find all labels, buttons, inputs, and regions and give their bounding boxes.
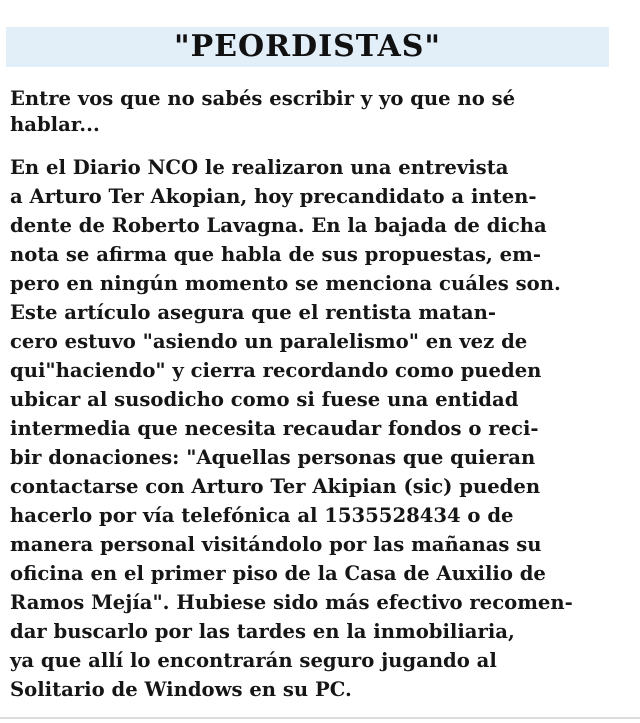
- body-line: cero estuvo "asiendo un paralelismo" en vez de: [10, 330, 528, 353]
- body-line: a Arturo Ter Akopian, hoy precandidato a inten-: [10, 185, 537, 208]
- body-line: hacerlo por vía telefónica al 1535528434 o de: [10, 504, 514, 527]
- article-title: "PEORDISTAS": [173, 29, 442, 64]
- body-line: Este artículo asegura que el rentista matan-: [10, 301, 496, 324]
- body-line: oficina en el primer piso de la Casa de Auxilio de: [10, 562, 546, 585]
- body-line: ya que allí lo encontrarán seguro jugando al: [10, 649, 497, 672]
- title-bar: [6, 27, 609, 67]
- body-line: intermedia que necesita recaudar fondos o reci-: [10, 417, 539, 440]
- body-line: Solitario de Windows en su PC.: [10, 678, 352, 701]
- body-line: Ramos Mejía". Hubiese sido más efectivo recomen-: [10, 591, 573, 614]
- body-line: dente de Roberto Lavagna. En la bajada de dicha: [10, 214, 547, 237]
- body-line: pero en ningún momento se menciona cuáles son.: [10, 272, 561, 295]
- body-line: manera personal visitándolo por las mañanas su: [10, 533, 542, 556]
- body-line: contactarse con Arturo Ter Akipian (sic) pueden: [10, 475, 541, 498]
- body-line: bir donaciones: "Aquellas personas que quieran: [10, 446, 536, 469]
- bottom-divider: [0, 717, 640, 719]
- body-line: En el Diario NCO le realizaron una entrevista: [10, 156, 509, 179]
- intro-line: hablar...: [10, 113, 100, 136]
- body-line: qui"haciendo" y cierra recordando como pueden: [10, 359, 542, 382]
- body-line: dar buscarlo por las tardes en la inmobiliaria,: [10, 620, 515, 643]
- body-line: nota se afirma que habla de sus propuestas, em-: [10, 243, 541, 266]
- body-line: ubicar al susodicho como si fuese una entidad: [10, 388, 519, 411]
- intro-line: Entre vos que no sabés escribir y yo que no sé: [10, 87, 516, 110]
